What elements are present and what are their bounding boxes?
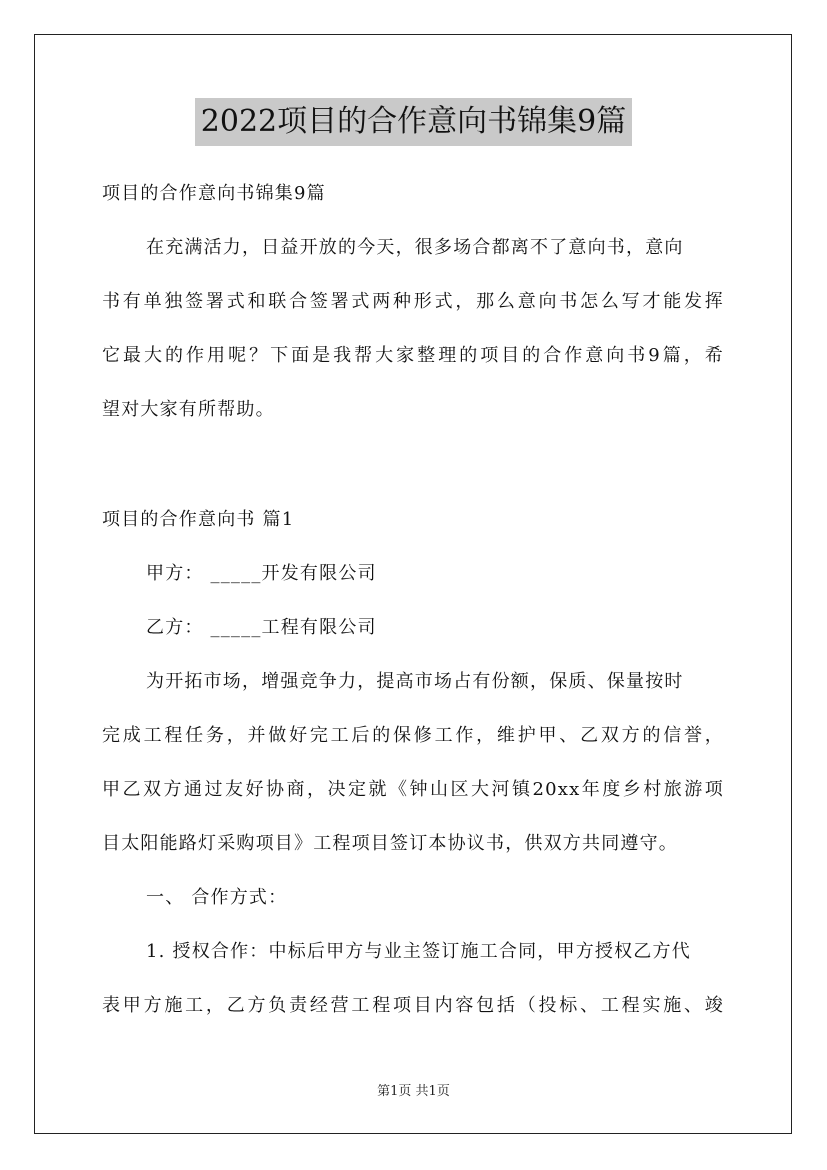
paragraph-line: 1. 授权合作：中标后甲方与业主签订施工合同，甲方授权乙方代 [146, 941, 691, 962]
party-a-line: 甲方： _____开发有限公司 [146, 563, 377, 584]
page-footer: 第1页 共1页 [377, 1084, 450, 1099]
paragraph-line: 目太阳能路灯采购项目》工程项目签订本协议书，供双方共同遵守。 [102, 833, 678, 854]
paragraph-line: 为开拓市场，增强竞争力，提高市场占有份额，保质、保量按时 [146, 671, 684, 692]
subtitle-line: 项目的合作意向书锦集9篇 [102, 183, 326, 204]
paragraph-line: 甲乙双方通过友好协商，决定就《钟山区大河镇20xx年度乡村旅游项 [102, 779, 724, 800]
clause-heading: 一、 合作方式： [146, 887, 288, 908]
title-container [0, 98, 827, 146]
paragraph-line: 表甲方施工，乙方负责经营工程项目内容包括（投标、工程实施、竣 [102, 995, 724, 1016]
paragraph-line: 完成工程任务，并做好完工后的保修工作，维护甲、乙双方的信誉， [102, 725, 724, 746]
party-b-line: 乙方： _____工程有限公司 [146, 617, 377, 638]
paragraph-line: 望对大家有所帮助。 [102, 399, 275, 420]
paragraph-line: 它最大的作用呢？下面是我帮大家整理的项目的合作意向书9篇，希 [102, 345, 724, 366]
paragraph-line: 书有单独签署式和联合签署式两种形式，那么意向书怎么写才能发挥 [102, 291, 724, 312]
paragraph-line: 在充满活力，日益开放的今天，很多场合都离不了意向书，意向 [146, 237, 684, 258]
document-title: 2022项目的合作意向书锦集9篇 [195, 98, 632, 146]
section-heading: 项目的合作意向书 篇1 [102, 509, 295, 530]
